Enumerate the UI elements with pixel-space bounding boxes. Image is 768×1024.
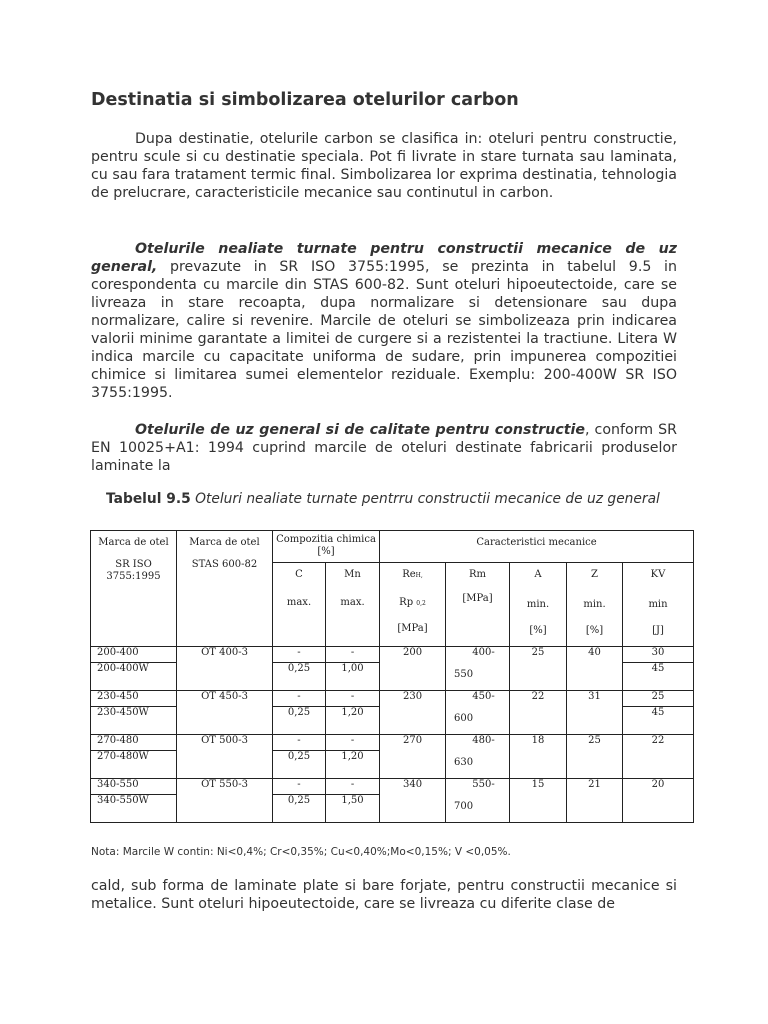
table-note: Nota: Marcile W contin: Ni<0,4%; Cr<0,35%; Cu<0,40%;Mo<0,15%; V <0,05%. (91, 846, 511, 858)
paragraph-general-steels (91, 421, 677, 475)
carbon-cell: 0,25 (273, 795, 326, 823)
manganese-cell: 1,20 (326, 751, 380, 779)
carbon-cell: 0,25 (273, 751, 326, 779)
carbon-cell: 0,25 (273, 663, 326, 691)
table-row (91, 735, 694, 751)
manganese-cell: 1,00 (326, 663, 380, 691)
stas-grade-cell: OT 450-3 (177, 691, 273, 735)
carbon-cell: - (273, 691, 326, 707)
table-row (91, 779, 694, 795)
paragraph-intro (91, 130, 677, 202)
paragraph-general-steels-lead: Otelurile de uz general si de calitate pentru constructie (135, 422, 586, 438)
elongation-cell: 18 (510, 735, 567, 779)
manganese-cell: - (326, 691, 380, 707)
yield-cell: 270 (380, 735, 446, 779)
yield-cell: 340 (380, 779, 446, 823)
grade-cell: 340-550W (91, 795, 177, 823)
reduction-cell: 21 (567, 779, 623, 823)
table-caption-text: Oteluri nealiate turnate pentrru constructii mecanice de uz general (190, 491, 660, 507)
table-row (91, 647, 694, 663)
section-title: Destinatia si simbolizarea otelurilor carbon (91, 90, 519, 110)
manganese-cell: - (326, 647, 380, 663)
table-row (91, 691, 694, 707)
tensile-cell: 480- 630 (446, 735, 510, 779)
impact-cell: 22 (623, 735, 694, 779)
elongation-cell: 22 (510, 691, 567, 735)
grade-cell: 270-480W (91, 751, 177, 779)
header-tensile-strength: Rm [MPa] (446, 563, 510, 647)
header-reduction-area: Z min. [%] (567, 563, 623, 647)
stas-grade-cell: OT 400-3 (177, 647, 273, 691)
grade-cell: 230-450 (91, 691, 177, 707)
stas-grade-cell: OT 500-3 (177, 735, 273, 779)
grade-cell: 340-550 (91, 779, 177, 795)
impact-cell: 45 (623, 707, 694, 735)
grade-cell: 200-400 (91, 647, 177, 663)
tensile-cell: 400- 550 (446, 647, 510, 691)
tensile-cell: 450- 600 (446, 691, 510, 735)
manganese-cell: 1,50 (326, 795, 380, 823)
yield-cell: 200 (380, 647, 446, 691)
header-carbon: C max. (273, 563, 326, 647)
impact-cell: 20 (623, 779, 694, 823)
steel-grades-table (90, 530, 694, 823)
grade-cell: 270-480 (91, 735, 177, 751)
header-chemical-composition: Compozitia chimica [%] (273, 531, 380, 563)
tensile-cell: 550- 700 (446, 779, 510, 823)
header-grade-stas: Marca de otel STAS 600-82 (177, 531, 273, 647)
paragraph-cast-steels-text: prevazute in SR ISO 3755:1995, se prezinta in tabelul 9.5 in corespondenta cu marcile din STAS 600-82. Sunt oteluri hipoeutectoide, care se livreaza in stare recoapta, dupa normalizare si detensionare sau dupa normalizare, calire si revenire. Marcile de oteluri se simbolizeaza prin indicarea valorii minime garantate a limitei de curgere si a rezistentei la tractiune. Litera W indica marcile cu capacitate uniforma de sudare, prin impunerea compozitiei chimice si limitarea sumei elementelor reziduale. Exemplu: 200-400W SR ISO 3755:1995. (91, 259, 677, 401)
reduction-cell: 40 (567, 647, 623, 691)
paragraph-general-steels-text: , conform SR EN 10025+A1: 1994 cuprind marcile de oteluri destinate fabricarii produselor laminate la (91, 422, 677, 474)
manganese-cell: 1,20 (326, 707, 380, 735)
paragraph-continuation: cald, sub forma de laminate plate si bare forjate, pentru constructii mecanice si metalice. Sunt oteluri hipoeutectoide, care se livreaza cu diferite clase de (91, 878, 677, 912)
impact-cell: 45 (623, 663, 694, 691)
carbon-cell: - (273, 647, 326, 663)
carbon-cell: 0,25 (273, 707, 326, 735)
carbon-cell: - (273, 779, 326, 795)
manganese-cell: - (326, 779, 380, 795)
table-header-row (91, 531, 694, 563)
elongation-cell: 25 (510, 647, 567, 691)
paragraph-cast-steels-lead: Otelurile nealiate turnate pentru constructii mecanice de uz general, (91, 241, 677, 275)
header-mechanical-properties: Caracteristici mecanice (380, 531, 694, 563)
header-manganese: Mn max. (326, 563, 380, 647)
paragraph-intro-text: Dupa destinatie, otelurile carbon se clasifica in: oteluri pentru constructie, pentru scule si cu destinatie speciala. Pot fi livrate in stare turnata sau laminata, cu sau fara tratament termic final. Simbolizarea lor exprima destinatia, tehnologia de prelucrare, caracteristicile mecanice sau continutul in carbon. (91, 131, 677, 201)
grade-cell: 200-400W (91, 663, 177, 691)
paragraph-cast-steels (91, 240, 677, 402)
header-impact-energy: KV min [J] (623, 563, 694, 647)
header-yield-strength: ReH, Rp 0,2 [MPa] (380, 563, 446, 647)
carbon-cell: - (273, 735, 326, 751)
header-elongation: A min. [%] (510, 563, 567, 647)
elongation-cell: 15 (510, 779, 567, 823)
manganese-cell: - (326, 735, 380, 751)
table-caption-label: Tabelul 9.5 (106, 491, 191, 507)
impact-cell: 25 (623, 691, 694, 707)
table-caption (106, 491, 660, 507)
grade-cell: 230-450W (91, 707, 177, 735)
header-grade-iso: Marca de otel SR ISO 3755:1995 (91, 531, 177, 647)
stas-grade-cell: OT 550-3 (177, 779, 273, 823)
reduction-cell: 25 (567, 735, 623, 779)
impact-cell: 30 (623, 647, 694, 663)
yield-cell: 230 (380, 691, 446, 735)
reduction-cell: 31 (567, 691, 623, 735)
